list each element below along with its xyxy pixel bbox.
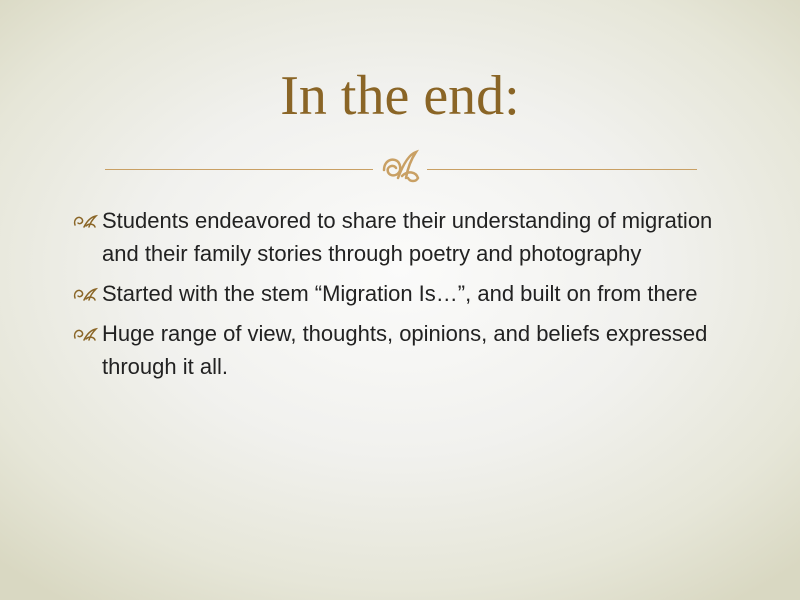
- ornament-swirl-icon: [72, 213, 98, 229]
- divider-line-left: [105, 169, 373, 170]
- ornament-swirl-icon: [72, 286, 98, 302]
- slide-title: In the end:: [280, 65, 520, 127]
- bullet-list: [72, 204, 742, 390]
- list-item: [72, 277, 742, 310]
- ornament-swash-icon: [376, 148, 424, 188]
- bullet-text: Started with the stem “Migration Is…”, and built on from there: [102, 281, 698, 306]
- list-item: [72, 204, 742, 270]
- divider-line-right: [427, 169, 697, 170]
- bullet-text: Students endeavored to share their understanding of migration and their family stories through poetry and photography: [102, 208, 713, 266]
- list-item: [72, 317, 742, 383]
- bullet-text: Huge range of view, thoughts, opinions, and beliefs expressed through it all.: [102, 321, 708, 379]
- title-divider: [105, 148, 697, 188]
- ornament-swirl-icon: [72, 326, 98, 342]
